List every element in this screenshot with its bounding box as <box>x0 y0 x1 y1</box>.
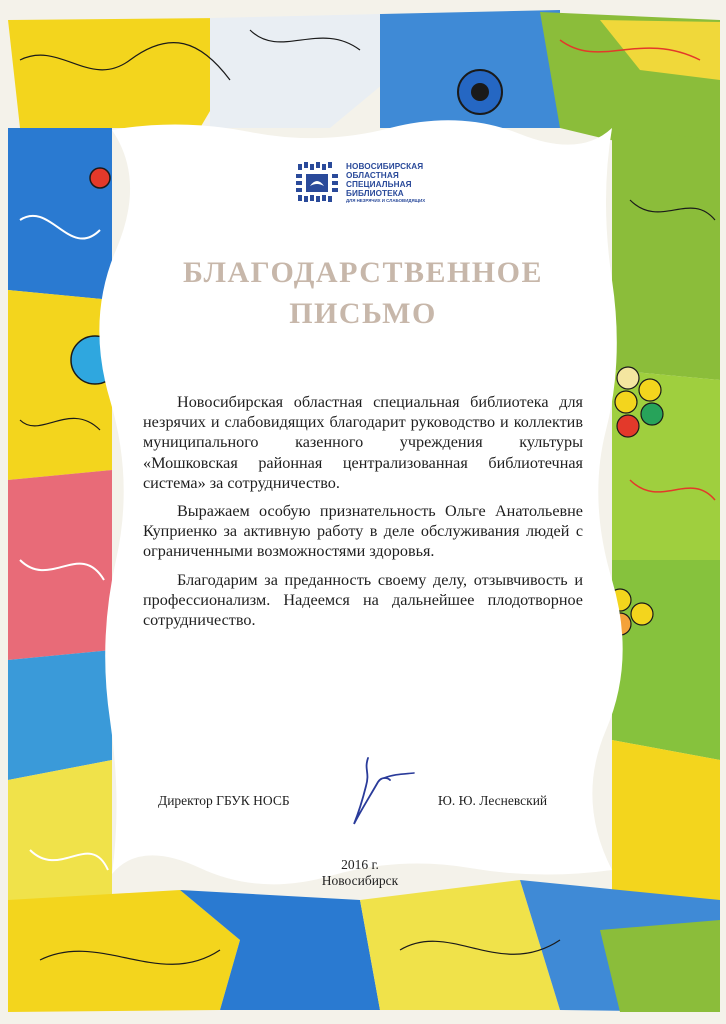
letter-body <box>143 392 583 638</box>
handwritten-signature <box>348 752 418 832</box>
logo-line: НОВОСИБИРСКАЯ <box>346 162 424 171</box>
signatory-position: Директор ГБУК НОСБ <box>158 793 290 808</box>
letter-paragraph: Благодарим за преданность своему делу, отзывчивость и профессионализм. Надеемся на дальнейшее плодотворное сотрудничество. <box>143 570 583 630</box>
logo-line: БИБЛИОТЕКА <box>346 189 404 198</box>
library-logo <box>296 160 446 206</box>
library-logo-icon <box>296 162 338 202</box>
letter-paragraph: Выражаем особую признательность Ольге Анатольевне Куприенко за активную работу в деле обслуживания людей с ограниченными возможностями здоровья. <box>143 502 583 561</box>
library-logo-name <box>346 162 423 198</box>
document-title-line-1: БЛАГОДАРСТВЕННОЕ <box>183 256 543 289</box>
logo-line: СПЕЦИАЛЬНАЯ <box>346 180 412 189</box>
letter-paragraph: Новосибирская областная специальная библиотека для незрячих и слабовидящих благодарит руководство и коллектив муниципального казенного учреждения культуры «Мошковская районная централизованная библиотечная система» за сотрудничество. <box>143 393 583 492</box>
signatory-name: Ю. Ю. Лесневский <box>438 793 548 808</box>
document-city: Новосибирск <box>321 873 399 888</box>
library-logo-subtitle: ДЛЯ НЕЗРЯЧИХ И СЛАБОВИДЯЩИХ <box>346 198 426 203</box>
document-year: 2016 г. <box>341 857 379 872</box>
document-title-line-2: ПИСЬМО <box>289 297 437 330</box>
logo-line: ОБЛАСТНАЯ <box>346 171 399 180</box>
